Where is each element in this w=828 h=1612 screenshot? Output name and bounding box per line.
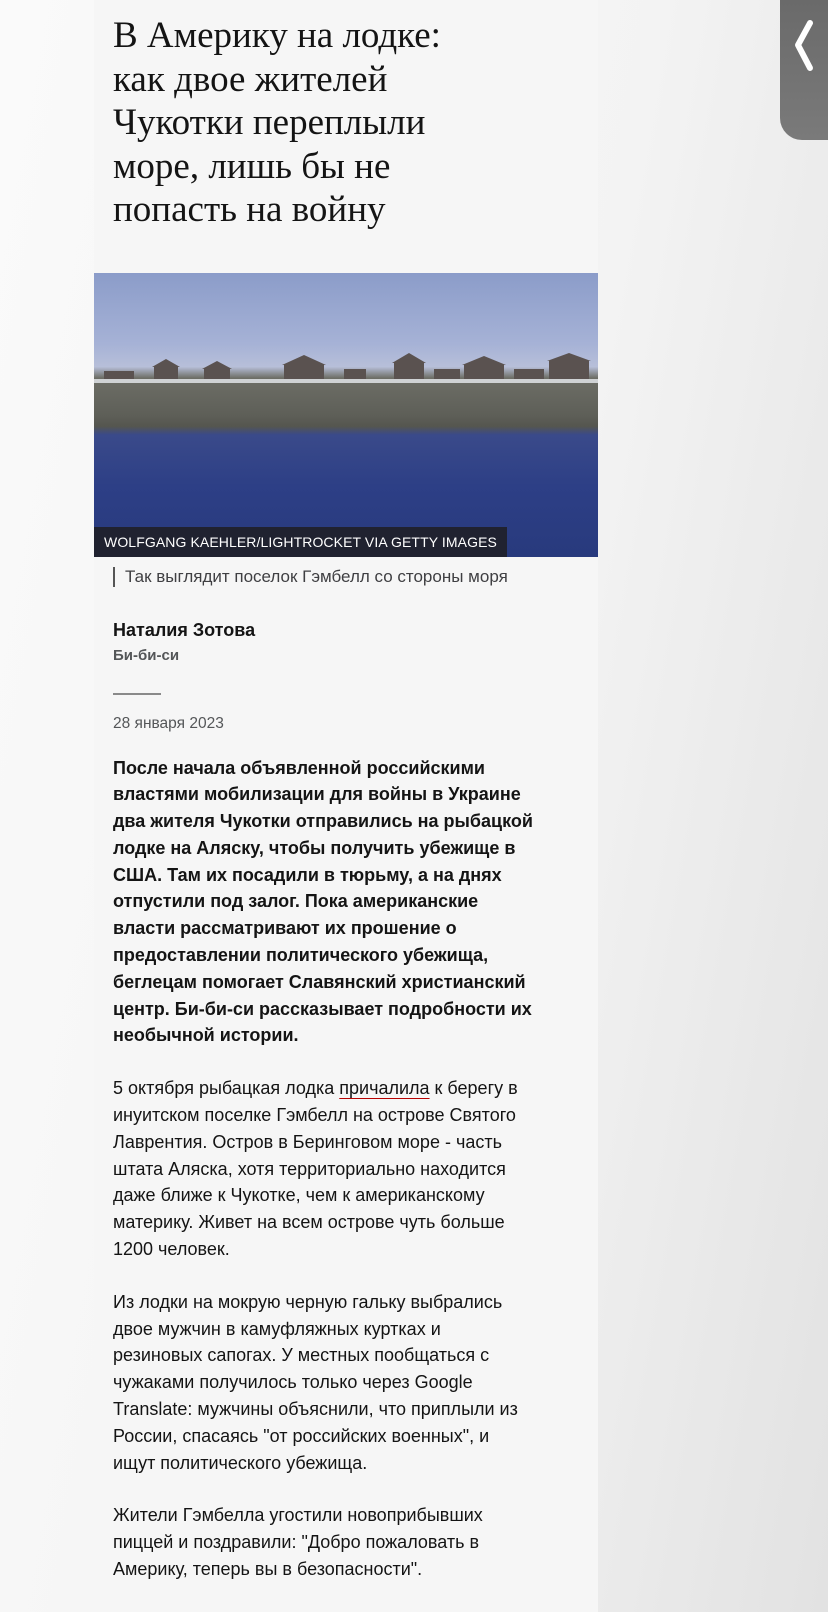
chevron-left-icon [790, 18, 818, 78]
paragraph-2: Из лодки на мокрую черную гальку выбрались двое мужчин в камуфляжных куртках и резиновых сапогах. У местных пообщаться с чужаками получилось только через Google Translate: мужчины объяснили, что приплыли из России, спасаясь "от российских военных", и ищут политического убежища. [113, 1291, 518, 1473]
paragraph-1 [113, 1075, 593, 1263]
divider [113, 693, 161, 695]
publish-date: 28 января 2023 [113, 714, 224, 732]
village-silhouette [94, 353, 598, 383]
inline-link[interactable]: причалила [339, 1078, 430, 1099]
paragraph-3: Жители Гэмбелла угостили новоприбывших пиццей и поздравили: "Добро пожаловать в Америку, теперь вы в безопасности". [113, 1505, 483, 1580]
article-column [94, 0, 598, 1612]
author-name[interactable]: Наталия Зотова [113, 619, 256, 640]
article-title: В Америку на лодке: как двое жителей Чукотки переплыли море, лишь бы не попасть на войну [113, 15, 441, 230]
paragraph-text: к берегу в инуитском поселке Гэмбелл на острове Святого Лаврентия. Остров в Беринговом море - часть штата Аляска, хотя территориально находится даже ближе к Чукотке, чем к американскому материку. Живет на всем острове чуть больше 1200 человек. [113, 1078, 518, 1260]
author-organization: Би-би-си [113, 646, 180, 664]
photo-credit: WOLFGANG KAEHLER/LIGHTROCKET VIA GETTY IMAGES [94, 527, 507, 557]
lead-paragraph: После начала объявленной российскими властями мобилизации для войны в Украине два жителя Чукотки отправились на рыбацкой лодке на Аляску, чтобы получить убежище в США. Там их посадили в тюрьму, а на днях отпустили под залог. Пока американские власти рассматривают их прошение о предоставлении политического убежища, беглецам помогает Славянский христианский центр. Би-би-си рассказывает подробности их необычной истории. [113, 757, 533, 1046]
side-panel-tab[interactable] [780, 0, 828, 140]
article-photo [94, 273, 598, 557]
paragraph-text: 5 октября рыбацкая лодка [113, 1078, 340, 1099]
photo-caption: Так выглядит поселок Гэмбелл со стороны моря [113, 567, 598, 587]
